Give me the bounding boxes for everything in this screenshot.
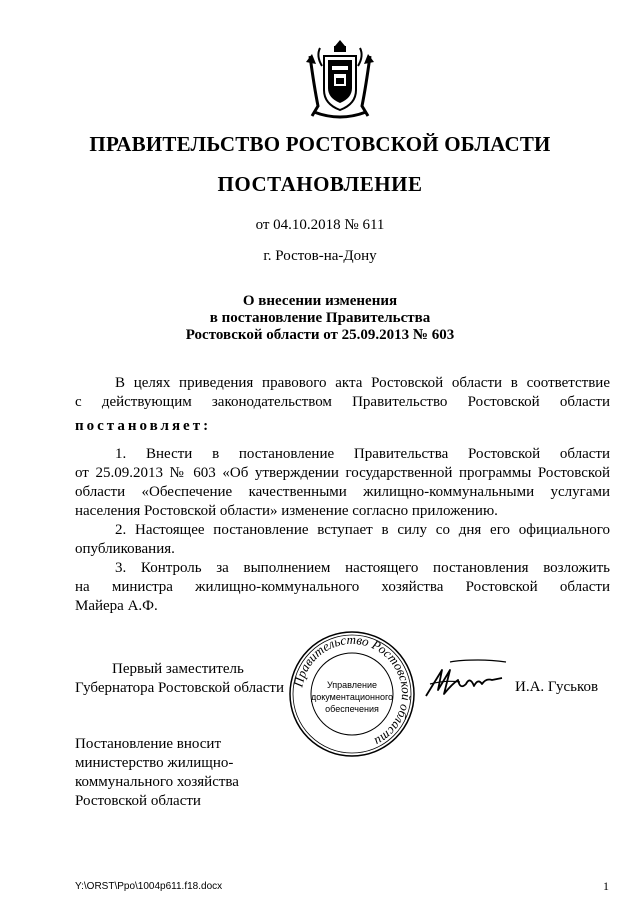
stamp-inner-line: обеспечения — [325, 704, 379, 714]
document-type: ПОСТАНОВЛЕНИЕ — [217, 172, 423, 196]
document-subject — [0, 293, 640, 344]
signer-name: И.А. Гуськов — [515, 679, 599, 695]
file-path: Y:\ORST\Ppo\1004p611.f18.docx — [75, 881, 223, 892]
item-3-first-line: 3. Контроль за выполнением настоящего постановления возложить — [115, 560, 610, 576]
sponsor-line: министерство жилищно- — [75, 755, 234, 771]
rostov-coat-of-arms-icon — [300, 36, 380, 122]
subject-line: в постановление Правительства — [209, 310, 431, 326]
sponsor-line: коммунального хозяйства — [75, 774, 239, 790]
handwritten-signature — [420, 656, 512, 702]
document-city: г. Ростов-на-Дону — [263, 248, 377, 264]
item-1-first-line: 1. Внести в постановление Правительства Ростовской области — [115, 446, 610, 462]
sponsor-block — [75, 735, 239, 811]
signer-position-line: Губернатора Ростовской области — [75, 680, 285, 696]
item-1-body: от 25.09.2013 № 603 «Об утверждении государственной программы Ростовской области «Обеспечение качественными жилищно-коммунальными услугами населения Ростовской области» изменение согласно приложению. — [75, 465, 610, 519]
subject-line: Ростовской области от 25.09.2013 № 603 — [185, 327, 455, 343]
preamble-line: с действующим законодательством Правительство Ростовской области — [75, 394, 610, 410]
item-2: 2. Настоящее постановление вступает в силу со дня его официального опубликования. — [75, 522, 610, 557]
page-number: 1 — [603, 879, 609, 893]
sponsor-line: Постановление вносит — [75, 736, 222, 752]
official-stamp — [288, 630, 416, 758]
document-date-number: от 04.10.2018 № 611 — [255, 217, 385, 233]
signer-position — [75, 660, 284, 698]
resolve-word: постановляет: — [75, 418, 212, 434]
subject-line: О внесении изменения — [242, 293, 398, 309]
sponsor-line: Ростовской области — [75, 793, 201, 809]
item-3-line: Майера А.Ф. — [75, 598, 158, 614]
preamble-line: В целях приведения правового акта Ростовской области в соответствие — [115, 375, 610, 391]
stamp-inner-line: Управление — [326, 680, 378, 690]
stamp-inner-line: документационного — [310, 692, 394, 702]
stamp-outer-text: Правительство Ростовской области — [290, 631, 415, 750]
item-3-line: на министра жилищно-коммунального хозяйства Ростовской области — [75, 579, 610, 595]
government-title: ПРАВИТЕЛЬСТВО РОСТОВСКОЙ ОБЛАСТИ — [89, 132, 551, 156]
signer-position-line: Первый заместитель — [112, 661, 244, 677]
